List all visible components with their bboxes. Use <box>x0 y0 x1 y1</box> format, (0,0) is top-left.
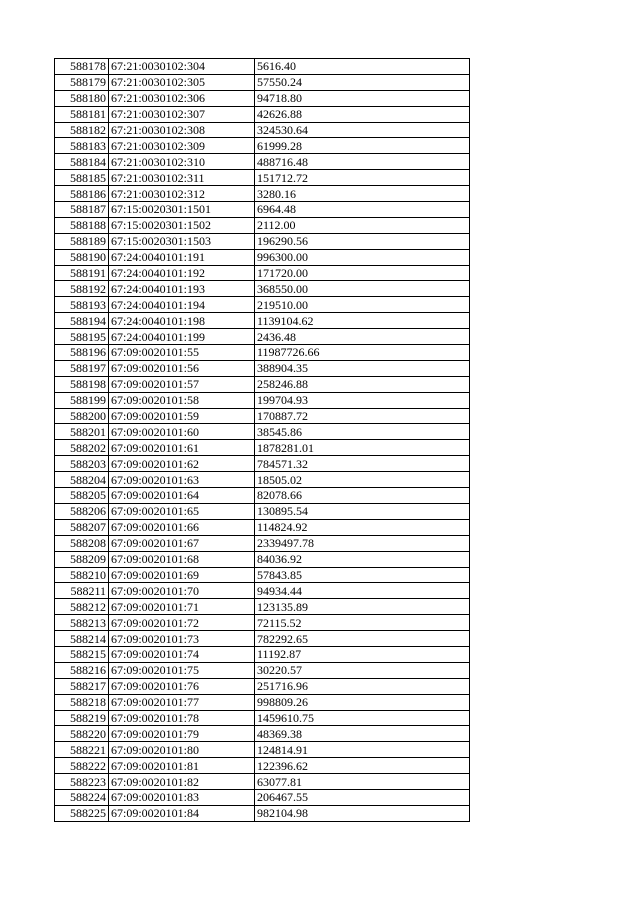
value-cell: 196290.56 <box>255 233 470 249</box>
cadastral-number-cell: 67:09:0020101:57 <box>109 376 255 392</box>
value-cell: 199704.93 <box>255 392 470 408</box>
cadastral-number-cell: 67:09:0020101:66 <box>109 519 255 535</box>
value-cell: 368550.00 <box>255 281 470 297</box>
cadastral-number-cell: 67:09:0020101:73 <box>109 631 255 647</box>
table-row <box>55 329 470 345</box>
row-number-cell: 588211 <box>55 583 109 599</box>
cadastral-number-cell: 67:09:0020101:56 <box>109 360 255 376</box>
value-cell: 998809.26 <box>255 694 470 710</box>
cadastral-number-cell: 67:09:0020101:64 <box>109 488 255 504</box>
table-row <box>55 774 470 790</box>
value-cell: 123135.89 <box>255 599 470 615</box>
value-cell: 82078.66 <box>255 488 470 504</box>
cadastral-number-cell: 67:24:0040101:193 <box>109 281 255 297</box>
value-cell: 206467.55 <box>255 789 470 805</box>
table-row <box>55 615 470 631</box>
row-number-cell: 588194 <box>55 313 109 329</box>
table-row <box>55 392 470 408</box>
value-cell: 784571.32 <box>255 456 470 472</box>
table-row <box>55 154 470 170</box>
value-cell: 1459610.75 <box>255 710 470 726</box>
cadastral-number-cell: 67:09:0020101:76 <box>109 678 255 694</box>
value-cell: 130895.54 <box>255 503 470 519</box>
row-number-cell: 588225 <box>55 805 109 821</box>
cadastral-number-cell: 67:09:0020101:62 <box>109 456 255 472</box>
cadastral-number-cell: 67:09:0020101:68 <box>109 551 255 567</box>
row-number-cell: 588180 <box>55 90 109 106</box>
cadastral-number-cell: 67:09:0020101:58 <box>109 392 255 408</box>
value-cell: 57550.24 <box>255 74 470 90</box>
row-number-cell: 588183 <box>55 138 109 154</box>
cadastral-number-cell: 67:21:0030102:306 <box>109 90 255 106</box>
row-number-cell: 588204 <box>55 472 109 488</box>
cadastral-number-cell: 67:09:0020101:61 <box>109 440 255 456</box>
value-cell: 57843.85 <box>255 567 470 583</box>
cadastral-number-cell: 67:24:0040101:191 <box>109 249 255 265</box>
row-number-cell: 588179 <box>55 74 109 90</box>
row-number-cell: 588199 <box>55 392 109 408</box>
cadastral-number-cell: 67:09:0020101:80 <box>109 742 255 758</box>
row-number-cell: 588210 <box>55 567 109 583</box>
cadastral-number-cell: 67:09:0020101:78 <box>109 710 255 726</box>
cadastral-number-cell: 67:24:0040101:199 <box>109 329 255 345</box>
table-row <box>55 694 470 710</box>
row-number-cell: 588178 <box>55 59 109 75</box>
row-number-cell: 588186 <box>55 186 109 202</box>
cadastral-number-cell: 67:09:0020101:69 <box>109 567 255 583</box>
table-row <box>55 599 470 615</box>
table-row <box>55 106 470 122</box>
row-number-cell: 588203 <box>55 456 109 472</box>
cadastral-number-cell: 67:21:0030102:309 <box>109 138 255 154</box>
table-row <box>55 758 470 774</box>
cadastral-number-cell: 67:21:0030102:304 <box>109 59 255 75</box>
row-number-cell: 588198 <box>55 376 109 392</box>
row-number-cell: 588202 <box>55 440 109 456</box>
cadastral-number-cell: 67:09:0020101:82 <box>109 774 255 790</box>
cadastral-number-cell: 67:09:0020101:75 <box>109 662 255 678</box>
value-cell: 94934.44 <box>255 583 470 599</box>
value-cell: 38545.86 <box>255 424 470 440</box>
cadastral-number-cell: 67:09:0020101:67 <box>109 535 255 551</box>
value-cell: 151712.72 <box>255 170 470 186</box>
row-number-cell: 588195 <box>55 329 109 345</box>
value-cell: 488716.48 <box>255 154 470 170</box>
value-cell: 48369.38 <box>255 726 470 742</box>
value-cell: 258246.88 <box>255 376 470 392</box>
table-row <box>55 249 470 265</box>
table-row <box>55 233 470 249</box>
value-cell: 219510.00 <box>255 297 470 313</box>
value-cell: 2112.00 <box>255 217 470 233</box>
cadastral-number-cell: 67:09:0020101:84 <box>109 805 255 821</box>
value-cell: 324530.64 <box>255 122 470 138</box>
cadastral-number-cell: 67:15:0020301:1501 <box>109 202 255 218</box>
table-row <box>55 567 470 583</box>
cadastral-number-cell: 67:09:0020101:72 <box>109 615 255 631</box>
cadastral-number-cell: 67:15:0020301:1502 <box>109 217 255 233</box>
row-number-cell: 588208 <box>55 535 109 551</box>
row-number-cell: 588212 <box>55 599 109 615</box>
row-number-cell: 588206 <box>55 503 109 519</box>
row-number-cell: 588205 <box>55 488 109 504</box>
row-number-cell: 588209 <box>55 551 109 567</box>
cadastral-number-cell: 67:09:0020101:83 <box>109 789 255 805</box>
row-number-cell: 588193 <box>55 297 109 313</box>
table-row <box>55 440 470 456</box>
value-cell: 42626.88 <box>255 106 470 122</box>
value-cell: 1878281.01 <box>255 440 470 456</box>
table-row <box>55 297 470 313</box>
table-row <box>55 202 470 218</box>
table-row <box>55 122 470 138</box>
table-row <box>55 59 470 75</box>
table-row <box>55 424 470 440</box>
cadastral-number-cell: 67:21:0030102:305 <box>109 74 255 90</box>
row-number-cell: 588181 <box>55 106 109 122</box>
table-row <box>55 488 470 504</box>
row-number-cell: 588197 <box>55 360 109 376</box>
row-number-cell: 588215 <box>55 646 109 662</box>
value-cell: 30220.57 <box>255 662 470 678</box>
value-cell: 782292.65 <box>255 631 470 647</box>
value-cell: 94718.80 <box>255 90 470 106</box>
value-cell: 1139104.62 <box>255 313 470 329</box>
value-cell: 11192.87 <box>255 646 470 662</box>
row-number-cell: 588201 <box>55 424 109 440</box>
value-cell: 3280.16 <box>255 186 470 202</box>
row-number-cell: 588217 <box>55 678 109 694</box>
row-number-cell: 588214 <box>55 631 109 647</box>
value-cell: 122396.62 <box>255 758 470 774</box>
row-number-cell: 588223 <box>55 774 109 790</box>
row-number-cell: 588221 <box>55 742 109 758</box>
row-number-cell: 588192 <box>55 281 109 297</box>
row-number-cell: 588222 <box>55 758 109 774</box>
cadastral-number-cell: 67:21:0030102:311 <box>109 170 255 186</box>
row-number-cell: 588190 <box>55 249 109 265</box>
cadastral-number-cell: 67:09:0020101:81 <box>109 758 255 774</box>
cadastral-number-cell: 67:09:0020101:60 <box>109 424 255 440</box>
value-cell: 63077.81 <box>255 774 470 790</box>
value-cell: 11987726.66 <box>255 345 470 361</box>
value-cell: 6964.48 <box>255 202 470 218</box>
table-row <box>55 456 470 472</box>
row-number-cell: 588196 <box>55 345 109 361</box>
value-cell: 996300.00 <box>255 249 470 265</box>
cadastral-number-cell: 67:24:0040101:198 <box>109 313 255 329</box>
table-row <box>55 742 470 758</box>
cadastral-number-cell: 67:09:0020101:77 <box>109 694 255 710</box>
cadastral-number-cell: 67:09:0020101:70 <box>109 583 255 599</box>
cadastral-value-table <box>54 58 470 822</box>
row-number-cell: 588188 <box>55 217 109 233</box>
table-row <box>55 551 470 567</box>
row-number-cell: 588218 <box>55 694 109 710</box>
table-row <box>55 789 470 805</box>
table-row <box>55 662 470 678</box>
cadastral-number-cell: 67:21:0030102:308 <box>109 122 255 138</box>
table-row <box>55 519 470 535</box>
row-number-cell: 588216 <box>55 662 109 678</box>
cadastral-number-cell: 67:09:0020101:74 <box>109 646 255 662</box>
table-row <box>55 281 470 297</box>
table-row <box>55 170 470 186</box>
table-row <box>55 186 470 202</box>
value-cell: 61999.28 <box>255 138 470 154</box>
table-row <box>55 710 470 726</box>
table-row <box>55 726 470 742</box>
row-number-cell: 588220 <box>55 726 109 742</box>
cadastral-number-cell: 67:24:0040101:194 <box>109 297 255 313</box>
value-cell: 5616.40 <box>255 59 470 75</box>
table-row <box>55 345 470 361</box>
table-row <box>55 472 470 488</box>
row-number-cell: 588185 <box>55 170 109 186</box>
cadastral-number-cell: 67:21:0030102:307 <box>109 106 255 122</box>
value-cell: 72115.52 <box>255 615 470 631</box>
table-row <box>55 583 470 599</box>
row-number-cell: 588189 <box>55 233 109 249</box>
row-number-cell: 588187 <box>55 202 109 218</box>
row-number-cell: 588184 <box>55 154 109 170</box>
value-cell: 171720.00 <box>255 265 470 281</box>
value-cell: 18505.02 <box>255 472 470 488</box>
value-cell: 170887.72 <box>255 408 470 424</box>
cadastral-number-cell: 67:09:0020101:65 <box>109 503 255 519</box>
cadastral-number-cell: 67:09:0020101:63 <box>109 472 255 488</box>
table-row <box>55 376 470 392</box>
table-row <box>55 503 470 519</box>
value-cell: 124814.91 <box>255 742 470 758</box>
value-cell: 84036.92 <box>255 551 470 567</box>
cadastral-number-cell: 67:09:0020101:59 <box>109 408 255 424</box>
table-row <box>55 138 470 154</box>
table-body <box>55 59 470 822</box>
table-row <box>55 265 470 281</box>
table-row <box>55 646 470 662</box>
value-cell: 982104.98 <box>255 805 470 821</box>
table-row <box>55 360 470 376</box>
cadastral-number-cell: 67:21:0030102:312 <box>109 186 255 202</box>
cadastral-number-cell: 67:21:0030102:310 <box>109 154 255 170</box>
cadastral-number-cell: 67:15:0020301:1503 <box>109 233 255 249</box>
table-row <box>55 74 470 90</box>
value-cell: 2436.48 <box>255 329 470 345</box>
row-number-cell: 588224 <box>55 789 109 805</box>
table-row <box>55 90 470 106</box>
row-number-cell: 588219 <box>55 710 109 726</box>
value-cell: 388904.35 <box>255 360 470 376</box>
table-row <box>55 408 470 424</box>
cadastral-number-cell: 67:09:0020101:71 <box>109 599 255 615</box>
value-cell: 251716.96 <box>255 678 470 694</box>
row-number-cell: 588200 <box>55 408 109 424</box>
cadastral-number-cell: 67:09:0020101:55 <box>109 345 255 361</box>
table-row <box>55 678 470 694</box>
row-number-cell: 588213 <box>55 615 109 631</box>
row-number-cell: 588207 <box>55 519 109 535</box>
row-number-cell: 588191 <box>55 265 109 281</box>
table-row <box>55 313 470 329</box>
table-row <box>55 217 470 233</box>
table-row <box>55 631 470 647</box>
cadastral-number-cell: 67:24:0040101:192 <box>109 265 255 281</box>
row-number-cell: 588182 <box>55 122 109 138</box>
table-row <box>55 535 470 551</box>
table-row <box>55 805 470 821</box>
cadastral-number-cell: 67:09:0020101:79 <box>109 726 255 742</box>
value-cell: 114824.92 <box>255 519 470 535</box>
value-cell: 2339497.78 <box>255 535 470 551</box>
